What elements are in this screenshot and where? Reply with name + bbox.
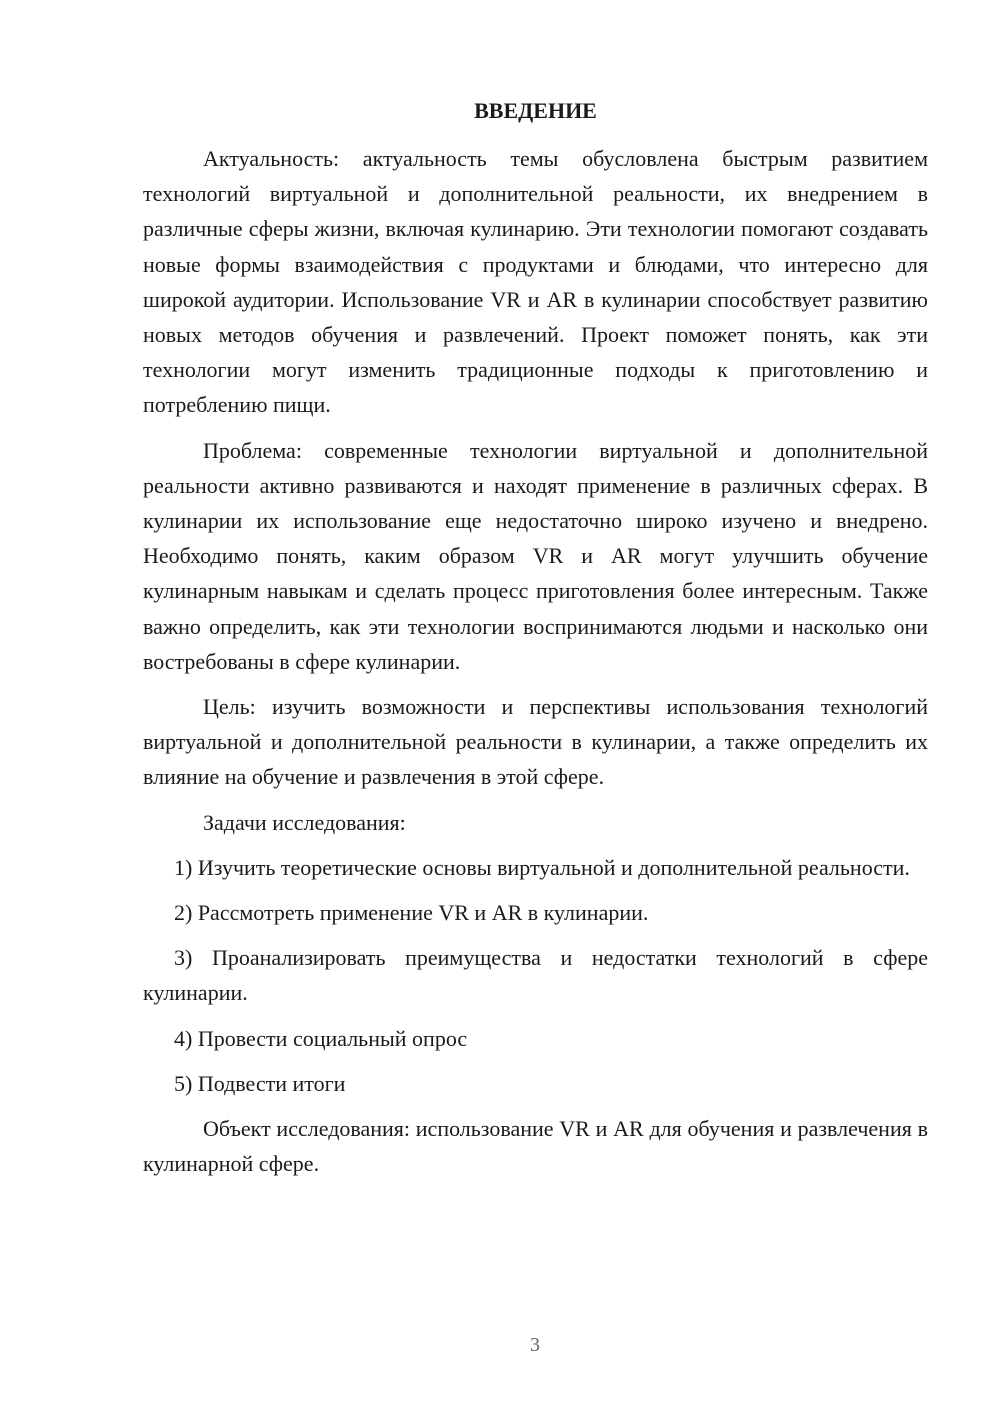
- task-item-5: 5) Подвести итоги: [174, 1070, 346, 1096]
- goal-paragraph: Цель: изучить возможности и перспективы использования технологий виртуальной и дополнительной реальности в кулинарии, а также определить их влияние на обучение и развлечения в этой сфере.: [143, 694, 928, 790]
- tasks-heading: Задачи исследования:: [203, 809, 406, 835]
- task-item-2: 2) Рассмотреть применение VR и AR в кулинарии.: [174, 900, 649, 926]
- task-item-1: 1) Изучить теоретические основы виртуальной и дополнительной реальности.: [174, 854, 910, 880]
- problem-paragraph: Проблема: современные технологии виртуальной и дополнительной реальности активно развиваются и находят применение в различных сферах. В кулинарии их использование еще недостаточно широко изучено и внедрено. Необходимо понять, каким образом VR и AR могут улучшить обучение кулинарным навыкам и сделать процесс приготовления более интересным. Также важно определить, как эти технологии воспринимаются людьми и насколько они востребованы в сфере кулинарии.: [143, 437, 928, 674]
- task-item-4: 4) Провести социальный опрос: [174, 1025, 468, 1051]
- page-content: [143, 96, 928, 1191]
- research-object-paragraph: Объект исследования: использование VR и AR для обучения и развлечения в кулинарной сфере.: [143, 1116, 928, 1177]
- relevance-paragraph: Актуальность: актуальность темы обусловлена быстрым развитием технологий виртуальной и дополнительной реальности, их внедрением в различные сферы жизни, включая кулинарию. Эти технологии помогают создавать новые формы взаимодействия с продуктами и блюдами, что интересно для широкой аудитории. Использование VR и AR в кулинарии способствует развитию новых методов обучения и развлечений. Проект поможет понять, как эти технологии могут изменить традиционные подходы к приготовлению и потреблению пищи.: [143, 146, 928, 418]
- page-number: 3: [530, 1334, 540, 1356]
- task-item-3: 3) Проанализировать преимущества и недостатки технологий в сфере кулинарии.: [143, 945, 928, 1006]
- section-heading: ВВЕДЕНИЕ: [474, 98, 597, 123]
